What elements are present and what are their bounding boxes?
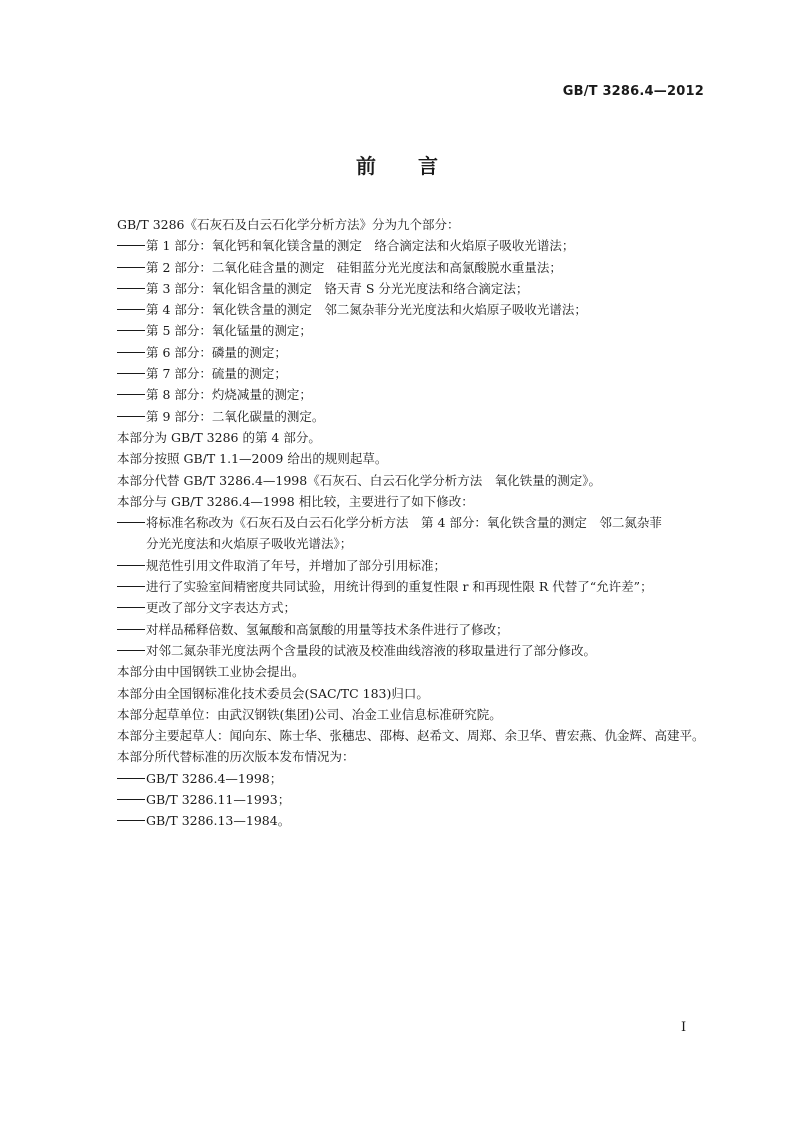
line-text: 第 4 部分：氧化铁含量的测定 邻二氮杂菲分光光度法和火焰原子吸收光谱法； [146, 302, 587, 318]
paragraph-line [117, 661, 707, 682]
em-dash-marker [117, 799, 145, 800]
list-item [117, 576, 707, 597]
line-text: GB/T 3286.13—1984。 [146, 813, 291, 829]
line-text: 第 9 部分：二氧化碳量的测定。 [146, 408, 325, 424]
paragraph-line [117, 448, 707, 469]
paragraph-line [117, 214, 707, 235]
em-dash-marker [117, 330, 145, 331]
line-text: 本部分由全国钢标准化技术委员会(SAC/TC 183)归口。 [117, 685, 429, 701]
list-item [117, 320, 707, 341]
line-text: GB/T 3286《石灰石及白云石化学分析方法》分为九个部分： [117, 217, 460, 232]
em-dash-marker [117, 650, 145, 651]
line-text: 对邻二氮杂菲光度法两个含量段的试液及校准曲线溶液的移取量进行了部分修改。 [146, 642, 597, 658]
list-item [117, 406, 707, 427]
list-item [117, 640, 707, 661]
em-dash-marker [117, 565, 145, 566]
line-text: 更改了部分文字表达方式； [146, 600, 297, 616]
em-dash-marker [117, 373, 145, 374]
em-dash-marker [117, 267, 145, 268]
list-item [117, 299, 707, 320]
line-text: 第 8 部分：灼烧减量的测定； [146, 387, 312, 403]
line-text: 分光光度法和火焰原子吸收光谱法》； [146, 536, 353, 552]
paragraph-line [117, 491, 707, 512]
em-dash-marker [117, 522, 145, 523]
line-text: 本部分按照 GB/T 1.1—2009 给出的规则起草。 [117, 451, 388, 467]
list-item [117, 512, 707, 533]
line-text: GB/T 3286.11—1993； [146, 792, 291, 808]
em-dash-marker [117, 629, 145, 630]
list-item [117, 789, 707, 810]
line-text: 本部分起草单位：由武汉钢铁(集团)公司、冶金工业信息标准研究院。 [117, 706, 502, 722]
line-text: 本部分所代替标准的历次版本发布情况为： [117, 749, 355, 765]
list-item [117, 363, 707, 384]
em-dash-marker [117, 352, 145, 353]
em-dash-marker [117, 586, 145, 587]
em-dash-marker [117, 309, 145, 310]
list-item [117, 768, 707, 789]
paragraph-line [117, 470, 707, 491]
line-text: 本部分主要起草人：闻向东、陈士华、张穗忠、邵梅、赵希文、周郑、余卫华、曹宏燕、仇金辉、高建平。 [117, 728, 705, 744]
line-text: 本部分与 GB/T 3286.4—1998 相比较，主要进行了如下修改： [117, 493, 474, 509]
paragraph-line [117, 704, 707, 725]
line-text: 本部分为 GB/T 3286 的第 4 部分。 [117, 429, 321, 445]
list-item [117, 555, 707, 576]
em-dash-marker [117, 394, 145, 395]
line-text: 对样品稀释倍数、氢氟酸和高氯酸的用量等技术条件进行了修改； [146, 621, 509, 637]
foreword-body [117, 214, 707, 832]
list-item [117, 597, 707, 618]
page-title: 前言 [356, 154, 480, 178]
paragraph-line [117, 746, 707, 767]
em-dash-marker [117, 245, 145, 246]
em-dash-marker [117, 288, 145, 289]
line-text: 第 1 部分：氧化钙和氧化镁含量的测定 络合滴定法和火焰原子吸收光谱法； [146, 238, 575, 254]
paragraph-line [117, 533, 707, 554]
list-item [117, 257, 707, 278]
line-text: 进行了实验室间精密度共同试验，用统计得到的重复性限 r 和再现性限 R 代替了“允许差”； [146, 579, 653, 595]
line-text: 第 6 部分：磷量的测定； [146, 344, 287, 360]
line-text: 第 7 部分：硫量的测定； [146, 366, 287, 382]
paragraph-line [117, 683, 707, 704]
em-dash-marker [117, 820, 145, 821]
em-dash-marker [117, 778, 145, 779]
standard-number: GB/T 3286.4—2012 [562, 84, 704, 99]
line-text: 第 3 部分：氧化铝含量的测定 铬天青 S 分光光度法和络合滴定法； [146, 280, 529, 296]
line-text: 规范性引用文件取消了年号，并增加了部分引用标准； [146, 557, 447, 573]
list-item [117, 278, 707, 299]
list-item [117, 342, 707, 363]
line-text: GB/T 3286.4—1998； [146, 770, 283, 786]
line-text: 第 5 部分：氧化锰量的测定； [146, 323, 312, 339]
paragraph-line [117, 427, 707, 448]
paragraph-line [117, 725, 707, 746]
list-item [117, 384, 707, 405]
em-dash-marker [117, 416, 145, 417]
line-text: 本部分由中国钢铁工业协会提出。 [117, 664, 305, 680]
em-dash-marker [117, 607, 145, 608]
list-item [117, 235, 707, 256]
list-item [117, 810, 707, 831]
line-text: 本部分代替 GB/T 3286.4—1998《石灰石、白云石化学分析方法 氧化铁量的测定》。 [117, 472, 601, 488]
list-item [117, 619, 707, 640]
line-text: 将标准名称改为《石灰石及白云石化学分析方法 第 4 部分：氧化铁含量的测定 邻二氮杂菲 [146, 515, 662, 531]
line-text: 第 2 部分：二氧化硅含量的测定 硅钼蓝分光光度法和高氯酸脱水重量法； [146, 259, 562, 275]
page-number: I [681, 1020, 687, 1035]
